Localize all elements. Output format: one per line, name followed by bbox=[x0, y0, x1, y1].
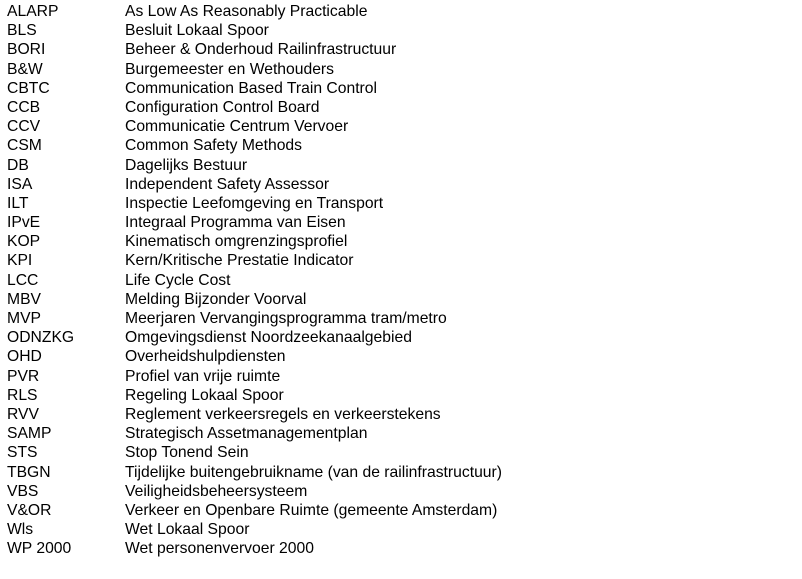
abbreviation-term: RVV bbox=[7, 405, 39, 423]
abbreviation-row bbox=[7, 328, 797, 347]
abbreviation-term: VBS bbox=[7, 482, 39, 500]
abbreviation-definition: Beheer & Onderhoud Railinfrastructuur bbox=[125, 41, 397, 59]
abbreviation-definition: Strategisch Assetmanagementplan bbox=[125, 425, 368, 443]
abbreviation-row bbox=[7, 443, 797, 462]
abbreviation-term: V&OR bbox=[7, 501, 52, 519]
abbreviation-definition: Omgevingsdienst Noordzeekanaalgebied bbox=[125, 329, 412, 347]
abbreviation-row bbox=[7, 213, 797, 232]
abbreviation-term: ODNZKG bbox=[7, 329, 75, 347]
abbreviation-term: BORI bbox=[7, 41, 46, 59]
abbreviation-row bbox=[7, 136, 797, 155]
abbreviation-definition: Burgemeester en Wethouders bbox=[125, 60, 334, 78]
abbreviation-definition: Integraal Programma van Eisen bbox=[125, 214, 346, 232]
abbreviation-term: CBTC bbox=[7, 79, 50, 97]
abbreviation-row bbox=[7, 290, 797, 309]
abbreviation-definition: As Low As Reasonably Practicable bbox=[125, 3, 368, 20]
abbreviation-definition: Wet personenvervoer 2000 bbox=[125, 540, 314, 558]
abbreviation-row bbox=[7, 520, 797, 539]
abbreviation-term: TBGN bbox=[7, 463, 51, 481]
abbreviation-term: MVP bbox=[7, 310, 41, 327]
abbreviation-definition: Kern/Kritische Prestatie Indicator bbox=[125, 252, 354, 270]
abbreviation-term: ISA bbox=[7, 175, 33, 193]
abbreviation-term: CCV bbox=[7, 118, 41, 136]
abbreviation-row bbox=[7, 482, 797, 501]
abbreviation-term: ALARP bbox=[7, 3, 59, 20]
abbreviation-term: CCB bbox=[7, 98, 41, 116]
abbreviation-definition: Communication Based Train Control bbox=[125, 79, 377, 97]
abbreviation-row bbox=[7, 117, 797, 136]
abbreviation-term: MBV bbox=[7, 290, 41, 308]
abbreviation-term: Wls bbox=[7, 521, 34, 539]
abbreviation-row bbox=[7, 79, 797, 98]
abbreviation-definition: Dagelijks Bestuur bbox=[125, 156, 248, 174]
abbreviation-row bbox=[7, 367, 797, 386]
abbreviation-definition: Profiel van vrije ruimte bbox=[125, 367, 281, 385]
abbreviation-row bbox=[7, 386, 797, 405]
abbreviation-term: CSM bbox=[7, 137, 42, 155]
abbreviation-list bbox=[7, 2, 797, 558]
abbreviation-row bbox=[7, 21, 797, 40]
abbreviation-definition: Meerjaren Vervangingsprogramma tram/metro bbox=[125, 310, 447, 327]
abbreviation-definition: Configuration Control Board bbox=[125, 98, 320, 116]
abbreviation-definition: Wet Lokaal Spoor bbox=[125, 521, 250, 539]
abbreviation-term: B&W bbox=[7, 60, 43, 78]
abbreviation-row bbox=[7, 463, 797, 482]
abbreviation-definition: Common Safety Methods bbox=[125, 137, 302, 155]
abbreviation-row bbox=[7, 232, 797, 251]
abbreviation-row bbox=[7, 271, 797, 290]
abbreviation-term: LCC bbox=[7, 271, 39, 289]
abbreviation-term: KPI bbox=[7, 252, 33, 270]
abbreviation-definition: Veiligheidsbeheersysteem bbox=[125, 482, 308, 500]
abbreviation-term: IPvE bbox=[7, 214, 41, 232]
abbreviation-definition: Stop Tonend Sein bbox=[125, 444, 249, 462]
abbreviation-row bbox=[7, 405, 797, 424]
abbreviation-row bbox=[7, 539, 797, 558]
abbreviation-definition: Regeling Lokaal Spoor bbox=[125, 386, 284, 404]
abbreviation-row bbox=[7, 156, 797, 175]
abbreviation-row bbox=[7, 175, 797, 194]
abbreviation-row bbox=[7, 251, 797, 270]
abbreviation-row bbox=[7, 501, 797, 520]
abbreviation-term: SAMP bbox=[7, 425, 52, 443]
abbreviation-term: BLS bbox=[7, 22, 37, 40]
abbreviation-row bbox=[7, 40, 797, 59]
abbreviation-row bbox=[7, 424, 797, 443]
abbreviation-row bbox=[7, 309, 797, 328]
abbreviation-term: OHD bbox=[7, 348, 42, 366]
abbreviation-definition: Kinematisch omgrenzingsprofiel bbox=[125, 233, 348, 251]
abbreviation-term: KOP bbox=[7, 233, 41, 251]
abbreviation-term: PVR bbox=[7, 367, 40, 385]
abbreviation-definition: Melding Bijzonder Voorval bbox=[125, 290, 307, 308]
abbreviation-term: ILT bbox=[7, 194, 29, 212]
abbreviation-row bbox=[7, 2, 797, 21]
abbreviation-definition: Besluit Lokaal Spoor bbox=[125, 22, 269, 40]
abbreviation-definition: Communicatie Centrum Vervoer bbox=[125, 118, 349, 136]
abbreviation-definition: Overheidshulpdiensten bbox=[125, 348, 286, 366]
abbreviation-definition: Independent Safety Assessor bbox=[125, 175, 330, 193]
abbreviation-term: DB bbox=[7, 156, 29, 174]
abbreviation-definition: Tijdelijke buitengebruikname (van de railinfrastructuur) bbox=[125, 463, 502, 481]
abbreviation-term: WP 2000 bbox=[7, 540, 72, 558]
abbreviation-definition: Inspectie Leefomgeving en Transport bbox=[125, 194, 384, 212]
abbreviation-row bbox=[7, 60, 797, 79]
abbreviation-term: STS bbox=[7, 444, 38, 462]
abbreviation-term: RLS bbox=[7, 386, 38, 404]
abbreviation-row bbox=[7, 347, 797, 366]
abbreviation-definition: Life Cycle Cost bbox=[125, 271, 231, 289]
abbreviation-definition: Reglement verkeersregels en verkeerstekens bbox=[125, 405, 441, 423]
abbreviation-definition: Verkeer en Openbare Ruimte (gemeente Amsterdam) bbox=[125, 501, 498, 519]
abbreviation-row bbox=[7, 194, 797, 213]
abbreviation-row bbox=[7, 98, 797, 117]
